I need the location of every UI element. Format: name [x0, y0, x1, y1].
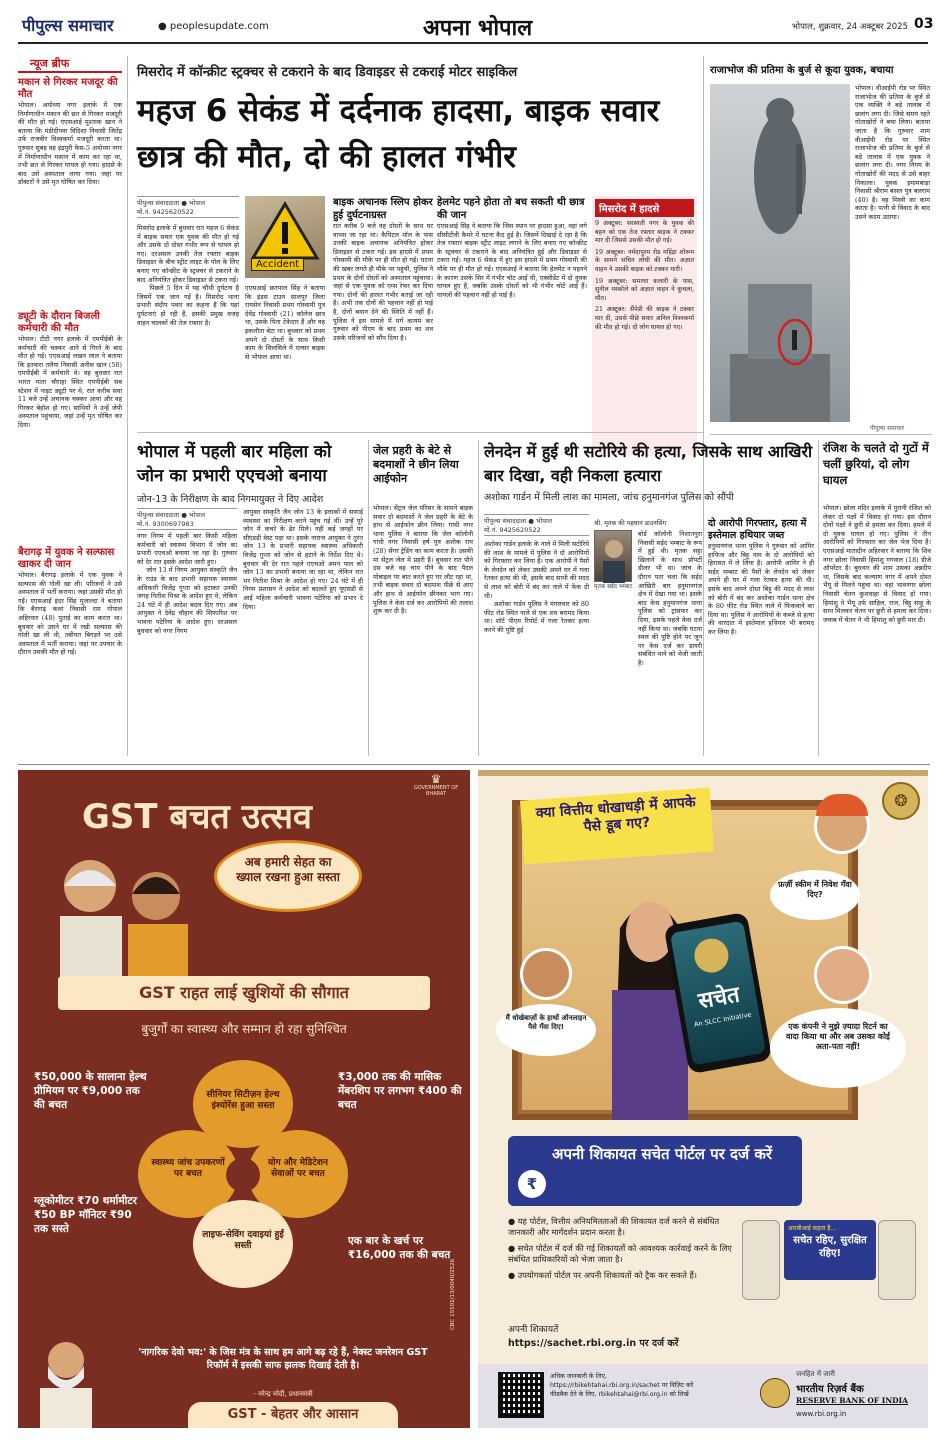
lead-sidebar — [592, 196, 697, 456]
bubble-left — [496, 1004, 596, 1056]
lead-headline: महज 6 सेकंड में दर्दनाक हादसा, बाइक सवार छात्र की मौत, दो की हालत गंभीर — [137, 93, 660, 175]
dispute-headline: रंजिश के चलते दो गुटों में चलीं छुरियां, दो लोग घायल — [823, 441, 929, 487]
lead-col2: एएसआई छतपाल सिंह ने बताया कि इंडस टाउन सालपुर जिला रायसेन निवासी प्रथम गोस्वामी पुत्र देवेंद्र गोस्वामी (21) कॉलेज छात्र था, उसके पिता टेकेदार हैं और वह इकलौता बेटा था। बुधवार को प्रथम अपने दो दोस्तों के साथ किसी काम के सिलसिले में एल्सर बाइक से भोपाल आया था। — [245, 284, 328, 361]
issuer-hi: भारतीय रिज़र्व बैंक — [796, 1384, 864, 1395]
rbi-footer-info: अधिक जानकारी के लिए, https://rbikehtahai.rbi.org.in/sachet पर विज़िट करें फीडबैक देने के लिए, rbikehtahai@rbi.org.in को लिखें — [550, 1373, 694, 1398]
news-brief — [18, 56, 125, 756]
register-url[interactable]: https://sachet.rbi.org.in पर दर्ज करें — [508, 1338, 679, 1349]
gst-subtitle: बुजुर्गों का स्वास्थ्य और सम्मान हो रहा सुनिश्चित — [141, 1022, 347, 1036]
murder-side-body: हनुमानगंज थाना पुलिस ने गुरुवार को आमिर हाफिज और बिट्टू नाम के दो आरोपियों को हिरासत में ले लिया है। आरोपी आमिर ने ही सईद भम्बाट की पैसों के लेनदेन को लेकर अपने ही घर में गला रेतकर हत्या की थी। इसके बाद अपने दोस्त बिट्टू की मदद से लाश को बोरी में बंद कर अशोका गार्डन थाना क्षेत्र के 80 फीट रोड स्थित नाले में फिंकवाने का दिया था। पुलिस ने आरोपियों के कब्जे से हत्या की वारदात में इस्तेमाल हथियार भी बरामद कर लिया है। — [708, 542, 817, 636]
bullet-item: ● यह पोर्टल, वित्तीय अनियमितताओं की शिकायत दर्ज करने से संबंधित जानकारी और मार्गदर्शन प्रदान करता है। — [508, 1216, 720, 1237]
bullet-text: उपयोगकर्ता पोर्टल पर अपनी शिकायतों को ट्रैक कर सकते हैं। — [517, 1270, 697, 1280]
brief-body: भोपाल। अयोध्या नगर इलाके में एक निर्माणाधीन मकान की छत से गिरकर मजदूरी की मौत हो गई। एएसआई मुश्ताक खान ने बताया कि मंडीदीपवा विदिशा निवासी जितेंद्र उर्फ राजवीर विश्वकर्मा मजदूरी करता था। गुरुवार सुबह वह इंद्रपुरी फेस-5 अयोध्या नगर में निर्माणाधीन मकान में काम कर रहा था, तभी छत से गिरकर घायल हो गया। हादसे के बाद उसे अस्पताल लाया गया। जहां पर डॉक्टरों ने उसे मृत घोषित कर दिया। — [18, 101, 125, 187]
flower-center — [226, 1158, 260, 1192]
bullet-item: ● सचेत पोर्टल में दर्ज की गई शिकायतों को आवश्यक कार्रवाई करने के लिए संबंधित प्राधिकारियों को भेजा जाता है। — [508, 1243, 732, 1264]
murder-col1: अशोका गार्डन इलाके के नाले में मिली सटोरिये की लाश के मामले में पुलिस ने दो आरोपियों को गिरफ्तार कर लिया है। एक आरोपी ने पैसों के लेनदेन को लेकर उसकी अपने घर में गला रेतकर हत्या की थी, इसके बाद साथी की मदद से लाश को बोरी में बंद कर नाले में फेंक दी थी। अशोका गार्डन पुलिस ने मंगलवार को 80 फीट रोड स्थित नाले से एक शव बरामद किया था। शॉर्ट पीएम रिपोर्ट में गला रेतकर हत्या करने की पुष्टि हुई — [484, 540, 589, 634]
section-title: अपना भोपाल — [423, 16, 533, 41]
jail-body: भोपाल। सेंट्रल जेल परिसर के सामने बाइक सवार दो बदमाशों ने जेल प्रहरी के बेटे के हाथ से आईफोन छीन लिया। गांधी नगर थाना पुलिस ने बताया कि जेल कॉलोनी गांधी नगर निवासी हर्ष पुत्र अशोक राय (28) सेंगर ट्रेडिंग का काम करता है। उसकी मां सेंट्रल जेल में प्रहरी हैं। बुधवार रात पौने दस बजे वह चाय पीने के बाद पैदल मोबाइल पर बात करते हुए घर लौट रहा था, तभी बाइक सवार दो बदमाश पीछे से आए और हाथ से आईफोन छीनकर भाग गए। पुलिस ने केस दर्ज कर आरोपियों की तलाश शुरू कर दी है। — [373, 504, 476, 616]
govt-emblem — [406, 772, 466, 797]
rbi-header-band — [478, 770, 928, 776]
brief-item — [18, 77, 125, 307]
bullet-item: ● उपयोगकर्ता पोर्टल पर अपनी शिकायतों को ट्रैक कर सकते हैं। — [508, 1270, 697, 1280]
rbi-sign — [784, 1220, 876, 1280]
gst-title: GST बचत उत्सव — [82, 797, 312, 837]
register-label: अपनी शिकायतें — [508, 1325, 559, 1335]
brief-title: मकान से गिरकर मजदूर की मौत — [18, 77, 118, 100]
gst-bubble-text: अब हमारी सेहत का ख्याल रखना हुआ सस्ता — [236, 855, 340, 884]
gst-ad — [18, 770, 470, 1428]
byline-mobile: मो.नं. 9425620522 — [137, 208, 194, 216]
woman-col1: नगर निगम में पहली बार किसी महिला कर्मचारी को स्वास्थ्य विभाग में जोन का प्रभारी एएचओ बनाया जा रहा है। गुरुवार को देर रात इसके आदेश जारी हुए। जोन 13 में निगम आयुक्त संस्कृति जैन के राउंड के बाद प्रभारी सहायक स्वास्थ्य अधिकारी विजेंद्र गुप्ता को हटाकर उनकी जगह नितीश मिश्रा के आदेश हुए थे, लेकिन 24 घंटे में ही आदेश बदल दिए गए। अब आयुक्त ने देवेंद्र चौहान की सिफारिश पर भावना पटेरिया के आदेश हुए। दरअसल बुधवार को नगर निगम — [137, 532, 237, 635]
rbi-footer — [478, 1364, 928, 1428]
gst-cbc: CBC 15502/13/0040/2526 — [450, 1258, 456, 1330]
gst-quote: 'नागरिक देवो भव:' के जिस मंत्र के साथ हम आगे बढ़ रहे हैं, नेक्स्ट जनरेशन GST रिफॉर्म में इसकी साफ झलक दिखाई देती है। — [138, 1347, 428, 1371]
rbi-ad — [478, 770, 928, 1428]
woman-headline: भोपाल में पहली बार महिला को जोन का प्रभारी एएचओ बनाया — [137, 442, 332, 486]
person-silhouette-icon — [595, 531, 633, 583]
rbi-sign-2: सचेत रहिए, सुरक्षित रहिए! — [793, 1235, 867, 1259]
petal-left-text: स्वास्थ्य जांच उपकरणों पर बचत — [151, 1158, 225, 1179]
petal-right-text: योग और मेडिटेशन सेवाओं पर बचत — [268, 1158, 328, 1179]
byline-text: पीपुल्स संवाददाता ● भोपाल — [137, 199, 206, 207]
portal-banner — [508, 1136, 802, 1206]
gst-bubble — [214, 840, 362, 912]
byline-mobile: मो.नं. 9425620522 — [484, 526, 541, 534]
man-left-face — [520, 948, 572, 1000]
murder-side-head: दो आरोपी गिरफ्तार, हत्या में इस्तेमाल हथियार जब्त — [708, 518, 807, 541]
gst-quote-by: - नरेन्द्र मोदी, प्रधानमंत्री — [253, 1390, 313, 1398]
rolled-notes-left — [742, 1220, 780, 1300]
phone-subtitle: An SLCC Initiative — [693, 1010, 752, 1029]
lead-col1: मिसरोद इलाके में बुधवार रात महज 6 सेकंड में बाइक सवार एक युवक की मौत हो गई और उसके दो दोस्त गंभीर रूप से घायल हो गए। दरअसल उनकी तेज रफ्तार बाइक डिवाइडर के बीच स्ट्रीट लाइट के पोल के लिए बनाए गए कॉन्क्रीट के स्ट्रक्चर से टकराने के बाद अनियंत्रित होकर डिवाइडर से टकरा गई। पिछले 5 दिन में यह चौथी दुर्घटना है जिसमें एक जान गई है। मिसरोद थाना प्रभारी संदीप पवार का कहना है कि यहां दुर्घटनाएं हो रही हैं, इसकी प्रमुख वजह वाहन चालकों की तेज रफ्तार है। — [137, 224, 239, 327]
rbi-question-text: क्या वित्तीय धोखाधड़ी में आपके पैसे डूब गए? — [535, 794, 697, 836]
sidebar-item: 21 अक्टूबर: सैंपेडी की बाइक ने टक्कर मार दी, उससे पीछे सवार अनिल विश्वकर्मा की मौत हो गई। दो लोग घायल हो गए। — [595, 306, 697, 331]
lead-kicker: मिसरोद में कॉन्क्रीट स्ट्रक्चर से टकराने के बाद डिवाइडर से टकराई मोटर साइकिल — [137, 65, 518, 80]
gst-footer — [188, 1402, 398, 1428]
statue-body: भोपाल। वीआईपी रोड पर स्थित राजाभोज की प्रतिमा के बुर्ज से एक व्यक्ति ने बड़े तालाब में छलांग लगा दी। जिसे समय रहते गोताखोरों ने बचा लिया। बताया जाता है कि गुरुवार शाम वीआईपी रोड पर स्थित राजाभोज की प्रतिमा के बुर्ज से बड़े तालाब में एक युवक ने छलांग लगा दी। नगर निगम के गोताखोरों की मदद से उसे बाहर निकाला। युवक इमामबाड़ा निवासी श्रीराम बंसल पुत्र बलराम (40) है। वह मिस्त्री का काम करता है। पत्नी से विवाद के बाद उसने कदम उठाया। — [855, 84, 933, 221]
lead-col4-head: हेलमेट पहने होता तो बच सकती थी छात्र की जान — [437, 197, 585, 221]
bubble-left-text: मैं धोखेबाज़ों के हाथों ऑनलाइन पैसे गँवा दिए! — [505, 1014, 587, 1031]
rolled-notes-right — [878, 1220, 916, 1300]
elderly-couple-photo — [30, 846, 206, 978]
jail-headline: जेल प्रहरी के बेटे से बदमाशों ने छीन लिया आईफोन — [373, 444, 459, 485]
issuer-en: RESERVE BANK OF INDIA — [796, 1396, 909, 1405]
portal-title: अपनी शिकायत सचेत पोर्टल पर दर्ज करें — [552, 1145, 773, 1163]
lead-byline — [137, 196, 239, 218]
byline-text: पीपुल्स संवाददाता ● भोपाल — [484, 517, 553, 525]
victim-caption: मृतक सईद भम्बाट — [594, 584, 633, 590]
dateline: भोपाल, शुक्रवार, 24 अक्टूबर 2025 — [791, 22, 908, 32]
sidebar-list — [595, 220, 697, 332]
phone-screen — [670, 921, 766, 1066]
gst-ribbon-text: GST राहत लाई खुशियों की सौगात — [139, 983, 349, 1002]
accident-image — [245, 196, 325, 278]
murder-col2: बोर्ड कॉलोनी निशातपुरा निवासी सईद भम्बाट के रूप में हुई थी। मृतक सट्टा खिलाने के साथ प्रॉपर्टी डीलर भी था। जांच के दौरान पता चला कि सईद आखिरी बार हनुमानगंज क्षेत्र में देखा गया था। इसके बाद केस हनुमानगंज थाना पुलिस को ट्रांसफर कर दिया, इसके पहले केस दर्ज नहीं किया था। जबकि घटना स्थल की पुष्टि होने पर जून पर केस दर्ज कर डायरी संबंधित थाने को भेजी जाती है। — [638, 530, 702, 667]
woman-byline — [137, 508, 237, 530]
emblem-icon: ♛ — [430, 772, 442, 786]
brand-logo: पीपुल्स समाचार — [22, 16, 114, 35]
accident-label: Accident — [251, 258, 304, 271]
sidebar-item: 19 अक्टूबर: नर्मदापुरम रोड महिंद्रा शोरूम के सामने सचिन लोधी की मौत। अज्ञात वाहन ने उसकी बाइक को टक्कर मारी। — [595, 248, 697, 273]
portal-bullets — [508, 1216, 738, 1286]
murder-photo-caption: श्री. मृतक की पहचान डाउनसिंग — [594, 520, 667, 527]
murder-byline — [484, 514, 589, 536]
murder-side — [708, 518, 817, 756]
petal-bottom-text: लाइफ-सेविंग दवाइयां हुईं सस्ती — [202, 1230, 284, 1251]
bullet-text: सचेत पोर्टल में दर्ज की गई शिकायतों को आवश्यक कार्रवाई करने के लिए संबंधित प्राधिकारियों को भेजा जाता है। — [508, 1243, 732, 1264]
man-bubble-right — [770, 798, 910, 934]
woman-deck: जोन-13 के निरीक्षण के बाद निगमायुक्त ने दिए आदेश — [137, 494, 324, 505]
gst-right1: ₹3,000 तक की मासिक मेंबरशिप पर लगभग ₹400 की बचत — [338, 1071, 462, 1111]
woman-bubble-right — [770, 946, 910, 1116]
globe-icon: ● — [158, 21, 170, 32]
qr-code[interactable] — [498, 1372, 544, 1418]
lead-col3-body: रात करीब 9 बजे वह दोस्तों के साथ घर वापस जा रहा था। कैपिटल मॉल के पास उनकी बाइक अचानक अनियंत्रित होकर डिवाइडर से टकरा गई। इस हादसे में प्रथम गोस्वामी की मौके पर ही मौत हो गई। घटना की खबर लगते ही मौके पर पहुंची, पुलिस ने प्रथम के दोनों दोस्तों को अस्पताल पहुंचाया। जहां से एक युवक को एम्स रेफर कर दिया गया। दोनों की हालत गंभीर बताई जा रही है। अभी तक दोनों की पहचान नहीं हो पाई है, दोनों बयान देने की स्थिति में नहीं हैं। पुलिस ने इस मामले में मर्ग कायम कर गुरुवार को पीएम के बाद प्रथम का शव उसके परिजनों को सौंप दिया है। — [333, 222, 436, 342]
phone-title: सचेत — [696, 982, 742, 1015]
woman-col2: आयुक्त संस्कृति जैन जोन 13 के इलाकों में सफाई व्यवस्था का निरीक्षण करने पहुंच गई थीं। उन्हें पूरे जोन में कचरे के ढेर मिले। नहीं कई जगहों पर सीएंडडी वेस्ट पड़ा था। इसके नाराज आयुक्त ने तुरंत जोन 13 के प्रभारी सहायक स्वास्थ्य अधिकारी विजेंद्र गुप्ता को जोन से हटाने के निर्देश दिए थे। बुधवार की देर रात पहले एएचओ अमन पाल को जोन 13 का प्रभारी बनाया जा रहा था, लेकिन रात भर नितीश मिश्रा के आदेश हो गए। 24 घंटे में ही निगम प्रशासन ने आदेश को बदलते हुए यूएसडी से आई महिला कर्मचारी भावना पटेरिया को प्रभार दे दिया। — [243, 508, 366, 611]
emblem-text: GOVERNMENT OF BHARAT — [413, 785, 459, 797]
gst-footer-text: GST - बेहतर और आसान — [227, 1407, 359, 1422]
pm-illustration — [28, 1330, 104, 1428]
sidebar-title: मिसरोद में हादसे — [595, 199, 694, 217]
issuer-url[interactable]: www.rbi.org.in — [796, 1410, 847, 1418]
byline-mobile: मो.नं. 9300697983 — [137, 520, 194, 528]
brief-label: न्यूज ब्रीफ — [18, 56, 122, 73]
man-bubble-left — [496, 948, 596, 1060]
petal-top-text: सीनियर सिटीज़न हेल्थ इंश्योरेंस हुआ सस्ता — [206, 1090, 280, 1111]
victim-photo — [594, 530, 632, 582]
brief-item — [18, 547, 125, 781]
page-number: 03 — [914, 16, 934, 32]
sidebar-item: 9 अक्टूबर: सरस्वती नगर के युवक की बहन को एक तेज रफ्तार बाइक ने टक्कर मार दी जिससे उसकी मौत हो गई। — [595, 220, 697, 245]
statue-photo — [710, 84, 850, 422]
rbi-emblem-icon: ❂ — [894, 791, 908, 810]
bubble-right-top-text: फ़र्ज़ी स्कीम में निवेश गँवा दिए? — [778, 880, 852, 899]
lead-col4-body: एएसआई सिंह ने बताया कि जिस स्थान पर हादसा हुआ, वहां लगे सीसीटीवी कैमरे में घटना कैद हुई है। जिसमें दिखाई दे रहा है कि तेज रफ्तार बाइक स्ट्रीट लाइट लगाने के लिए बनाए गए कॉन्क्रीट के स्ट्रक्चर से टकराने के बाद अनियंत्रित हुई और डिवाइडर से टकरा गई। महज 6 सेकंड में हुए इस हादसे में प्रथम गोस्वामी की मौके पर ही मौत हो गई। एएसआई ने बताया कि हेलमेट न पहनने के कारण उसके सिर में गंभीर चोट आई थी, एक्सीडेंट में दो युवक घायल हुए हैं, जबकि उसके दोस्तों को भी गंभीर चोटें आई हैं। घायलों की पहचान नहीं हो पाई है। — [437, 222, 590, 299]
statue-illustration — [710, 84, 850, 422]
dispute-body: भोपाल। छोला मंदिर इलाके में पुरानी रंजिश को लेकर दो पक्षों में विवाद हो गया। इस दौरान दोनों पक्षों ने छुरी से हमला कर दिया। हमले में दो युवक घायल हो गए। पुलिस ने तीन आरोपियों को गिरफ्तार कर जेल भेज दिया है। एएसआई मातादीन अहिरवार ने बताया कि शिव नगर छोला निवासी हिमांशु गगवाल (18) डीजे ऑपरेटर है। बुधवार की शाम उसका अन्नदीप था, जिसके बाद कल्याण नगर में अपने दोस्त भैयू से मिलने पहुंचा था। वहां भावनगर छोला निवासी चेतन कुशवाहा से विवाद हो गया। हिमांशु ने भैयू उर्फ साहिल, राज, बिट्टू साहू के साथ मिलकर चेतन पर छुरी से हमला कर दिया। जवाब में चेतन ने भी हिमांशु को छुरी मार दी। — [823, 504, 934, 624]
bubble-right-top — [770, 870, 860, 920]
murder-col2-cont — [594, 604, 702, 756]
turban-icon — [816, 794, 868, 816]
brief-item — [18, 311, 125, 543]
gst-right2: एक बार के खर्च पर ₹16,000 तक की बचत — [348, 1235, 451, 1261]
elderly-couple-illustration — [30, 846, 206, 978]
petal-bottom — [193, 1200, 293, 1288]
rupee-icon: ₹ — [518, 1170, 546, 1198]
brief-title: ड्यूटी के दौरान बिजली कर्मचारी की मौत — [18, 311, 100, 334]
rbi-question — [520, 787, 714, 864]
rbi-footer-seal-icon — [760, 1378, 790, 1408]
bubble-right-bottom-text: एक कंपनी ने मुझे ज़्यादा रिटर्न का वादा किया था और अब उसका कोई अता-पता नहीं! — [786, 1022, 890, 1051]
sidebar-item: 19 अक्टूबर: समरधा कलारी के पास, सुनील मस्कोले को अज्ञात वाहन ने कुचला, मौत। — [595, 277, 697, 302]
rbi-sign-1: आरबीआई कहता है... — [788, 1225, 837, 1232]
murder-headline: लेनदेन में हुई थी सटोरिये की हत्या, जिसके साथ आखिरी बार दिखा, वही निकला हत्यारा — [484, 442, 813, 485]
statue-credit: पीपुल्स समाचार — [870, 425, 905, 432]
murder-deck: अशोका गार्डन में मिली लाश का मामला, जांच हनुमानगंज पुलिस को सौंपी — [484, 492, 734, 503]
gst-flower — [138, 1060, 348, 1300]
brief-title: बैरागढ़ में युवक ने सल्फास खाकर दी जान — [18, 547, 115, 570]
gst-left2: ग्लूकोमीटर ₹70 थर्मामीटर ₹50 BP मॉनिटर ₹90 तक सस्ते — [34, 1195, 137, 1235]
brief-body: भोपाल। बैरागढ़ इलाके में एक युवक ने सल्फास की गोली खा ली। परिजनों ने उसे अस्पताल में भर्ती कराया। जहां उसकी मौत हो गई। एएसआई इंदर सिंह मुजाल्दा ने बताया कि बैरागढ़ कलां निवासी राम गोपाल अहिरवार (48) पुताई का काम करता था। बुधवार को उसने घर में रखी सल्फास की गोली खा ली थी, तबीयत बिगड़ने पर उसे अस्पताल में भर्ती कराया। जहां पर उपचार के दौरान उसकी मौत हो गई। — [18, 571, 125, 657]
statue-title: राजाभोज की प्रतिमा के बुर्ज से कूदा युवक, बचाया — [710, 65, 894, 76]
brief-body: भोपाल। टीटी नगर इलाके में एमपीईबी के कर्मचारी की चक्कर आने से गिरने के बाद मौत हो गई। एएसआई लखन लाल ने बताया कि इतवारा तलैया निवासी अनीस खान (58) एमपीईबी में कर्मचारी थे। वह बुधवार रात भारत माता चौराहा स्थित एमपीईबी सब स्टेशन में नाइट ड्यूटी पर थे, रात करीब सवा 11 बजे उन्हें अचानक चक्कर आया और वह गिरकर बेहोश हो गए। साथियों ने उन्हें जेपी अस्पताल पहुंचाया, जहां उन्हें मृत घोषित कर दिया। — [18, 335, 125, 429]
issuer-label: जनहित में जारी — [796, 1370, 835, 1378]
rbi-seal-icon — [692, 936, 731, 975]
gst-left1: ₹50,000 के सालाना हेल्थ प्रीमियम पर ₹9,000 तक की बचत — [34, 1071, 147, 1111]
byline-text: पीपुल्स संवाददाता ● भोपाल — [137, 511, 206, 519]
website-link[interactable]: ● peoplesupdate.com — [158, 21, 269, 32]
masthead — [18, 14, 934, 44]
bubble-right-bottom — [770, 1008, 906, 1088]
pm-photo — [28, 1330, 104, 1428]
woman-right-face — [814, 946, 872, 1004]
gst-ribbon — [58, 976, 430, 1010]
bullet-text: यह पोर्टल, वित्तीय अनियमितताओं की शिकायत दर्ज करने से संबंधित जानकारी और मार्गदर्शन प्रदान करता है। — [508, 1216, 720, 1237]
lead-col3-head: बाइक अचानक स्लिप होकर हुई दुर्घटनाग्रस्त — [333, 197, 433, 221]
